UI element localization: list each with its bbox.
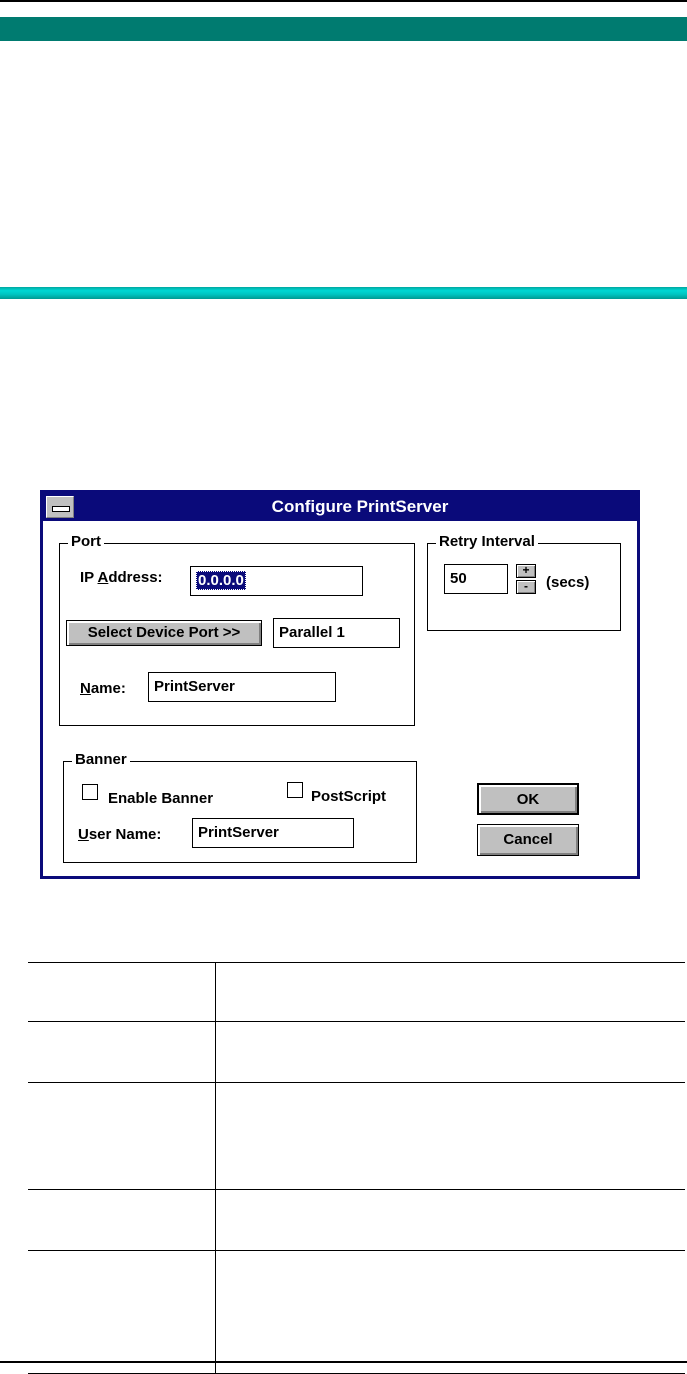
enable-banner-checkbox[interactable] [82,784,98,800]
user-name-field[interactable]: PrintServer [192,818,354,848]
bottom-rule [0,1361,687,1363]
configure-printserver-dialog [40,490,640,879]
ip-address-label: IP Address: [80,569,163,586]
cancel-button[interactable]: Cancel [477,824,579,856]
port-group-label: Port [68,533,104,551]
system-menu-icon[interactable] [46,496,74,518]
device-port-field[interactable]: Parallel 1 [273,618,400,648]
table-rule [28,1189,685,1190]
postscript-checkbox[interactable] [287,782,303,798]
banner-group-label: Banner [72,751,130,769]
name-label: Name: [80,680,126,697]
top-rule [0,0,687,2]
ip-address-value: 0.0.0.0 [198,572,244,589]
name-field[interactable]: PrintServer [148,672,336,702]
table-rule [28,1250,685,1251]
retry-unit-label: (secs) [546,574,590,591]
dialog-title: Configure PrintServer [271,497,449,516]
retry-interval-field[interactable]: 50 [444,564,508,594]
banner-group [63,751,417,863]
user-name-label: User Name: [78,826,162,843]
enable-banner-label[interactable]: Enable Banner [108,790,214,807]
table-rule [28,962,685,963]
decrement-button[interactable]: - [516,580,536,594]
port-group [59,533,415,726]
retry-interval-label: Retry Interval [436,533,538,551]
table-column-divider [215,962,216,1374]
postscript-label[interactable]: PostScript [311,788,387,805]
ok-button[interactable]: OK [477,783,579,815]
ip-address-field[interactable] [190,566,363,596]
header-band [0,17,687,41]
table-rule [28,1082,685,1083]
table-rule [28,1021,685,1022]
increment-button[interactable]: + [516,564,536,578]
title-bar [43,493,637,521]
section-band [0,287,687,299]
select-device-port-button[interactable]: Select Device Port >> [66,620,262,646]
retry-interval-group [427,533,621,631]
